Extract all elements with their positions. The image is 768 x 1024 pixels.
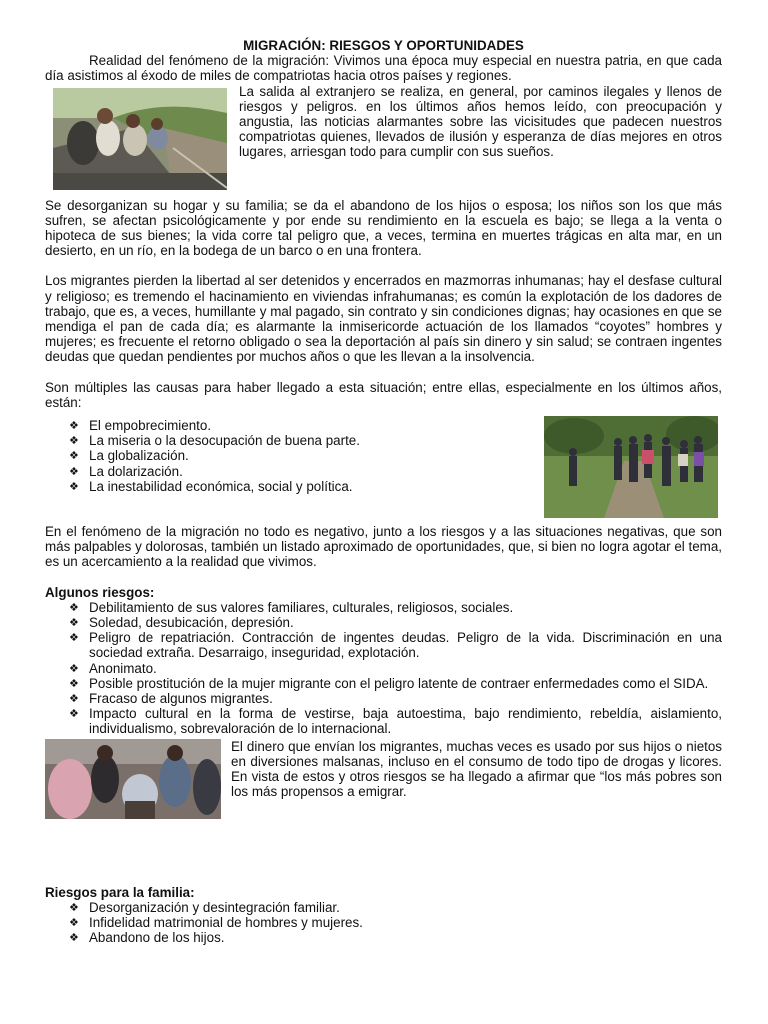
list-item: ❖ Soledad, desubicación, depresión.: [69, 615, 294, 631]
diamond-bullet-icon: ❖: [69, 692, 79, 706]
diamond-bullet-icon: ❖: [69, 616, 79, 630]
libertad-paragraph: Los migrantes pierden la libertad al ser detenidos y encerrados en mazmorras inhumanas; hay el desfase cultural y religioso; es tremendo el hacinamiento en viviendas infrahumanas; es común la explotación de los dadores de trabajo, que es, a veces, humillante y mal pagado, sin contrato y sin condiciones dignas; hay ocasiones en que se mendiga el pan de cada día; es alarmante la inmisericorde actuación de los llamados “coyotes” hombres y mujeres; es frecuente el retorno obligado o sea la deportación al país sin dinero y sin salud; se contraen ingentes deudas que quedan pendientes por muchos años o que les llevan a la insolvencia.: [45, 273, 722, 365]
list-item: ❖ La dolarización.: [69, 463, 183, 479]
diamond-bullet-icon: ❖: [69, 479, 79, 493]
document-title: MIGRACIÓN: RIESGOS Y OPORTUNIDADES: [243, 38, 524, 53]
photo-crowd-luggage: [45, 739, 221, 819]
list-item: ❖ Impacto cultural en la forma de vestirse, baja autoestima, bajo rendimiento, rebeldía, aislamiento, individualismo, sobrevaloración de lo internacional.: [69, 706, 722, 737]
causas-list: [45, 418, 722, 494]
diamond-bullet-icon: ❖: [69, 631, 79, 645]
diamond-bullet-icon: ❖: [69, 676, 79, 690]
fenomeno-paragraph: En el fenómeno de la migración no todo es negativo, junto a los riesgos y a las situaciones negativas, que son más palpables y dolorosas, también un listado aproximado de oportunidades, que, si bien no logra agotar el tema, es un acercamiento a la realidad que vivimos.: [45, 524, 722, 570]
list-item: ❖ La inestabilidad económica, social y política.: [69, 478, 353, 494]
list-item: ❖ Infidelidad matrimonial de hombres y mujeres.: [69, 915, 363, 931]
hogar-paragraph: Se desorganizan su hogar y su familia; se da el abandono de los hijos o esposa; los niños son los que más sufren, se afectan psicológicamente y por ende su rendimiento en la escuela es bajo; se llega a la venta o hipoteca de sus bienes; la vida corre tal peligro que, a veces, termina en muertes trágicas en alta mar, en un desierto, en un río, en la bodega de un barco o en una frontera.: [45, 197, 722, 259]
document-page: [45, 38, 722, 946]
diamond-bullet-icon: ❖: [69, 600, 79, 614]
diamond-bullet-icon: ❖: [69, 661, 79, 675]
diamond-bullet-icon: ❖: [69, 931, 79, 945]
list-item: ❖ Abandono de los hijos.: [69, 930, 225, 946]
familia-heading: Riesgos para la familia:: [45, 884, 195, 900]
list-item: ❖ Peligro de repatriación. Contracción de ingentes deudas. Peligro de la vida. Discriminación en una sociedad extraña. Desarraigo, inseguridad, explotación.: [69, 630, 722, 661]
diamond-bullet-icon: ❖: [69, 449, 79, 463]
diamond-bullet-icon: ❖: [69, 434, 79, 448]
riesgos-heading: Algunos riesgos:: [45, 584, 155, 600]
photo-train-migrants: [53, 88, 227, 190]
salida-paragraph: La salida al extranjero se realiza, en general, por caminos ilegales y llenos de riesgos y peligros. en los últimos años hemos leído, con preocupación y angustia, las noticias alarmantes sobre las vicisitudes que padecen nuestros compatriotas quienes, llevados de ilusión y esperanza de días mejores en otros lugares, arriesgan todo para cumplir con sus sueños.: [239, 83, 722, 160]
list-item: ❖ Desorganización y desintegración familiar.: [69, 899, 340, 915]
diamond-bullet-icon: ❖: [69, 419, 79, 433]
list-item: ❖ La globalización.: [69, 448, 189, 464]
intro-paragraph: Realidad del fenómeno de la migración: Vivimos una época muy especial en nuestra patria, en que cada día asistimos al éxodo de miles de compatriotas hacia otros países y regiones.: [45, 53, 722, 84]
list-item: ❖ Posible prostitución de la mujer migrante con el peligro latente de contraer enfermedades como el SIDA.: [69, 675, 709, 691]
causas-paragraph: Son múltiples las causas para haber llegado a esta situación; entre ellas, especialmente en los últimos años, están:: [45, 379, 722, 410]
dinero-paragraph: El dinero que envían los migrantes, muchas veces es usado por sus hijos o nietos en diversiones malsanas, incluso en el consumo de todo tipo de drogas y licores. En vista de estos y otros riesgos se ha llegado a afirmar que “los más pobres son los más propensos a emigrar.: [231, 738, 722, 800]
list-item: ❖ Anonimato.: [69, 660, 157, 676]
list-item: ❖ El empobrecimiento.: [69, 418, 212, 434]
list-item: ❖ Debilitamiento de sus valores familiares, culturales, religiosos, sociales.: [69, 599, 514, 615]
riesgos-list: [45, 600, 722, 737]
diamond-bullet-icon: ❖: [69, 916, 79, 930]
list-item: ❖ Fracaso de algunos migrantes.: [69, 691, 273, 707]
diamond-bullet-icon: ❖: [69, 900, 79, 914]
diamond-bullet-icon: ❖: [69, 707, 79, 721]
familia-list: [45, 900, 722, 946]
diamond-bullet-icon: ❖: [69, 464, 79, 478]
list-item: ❖ La miseria o la desocupación de buena parte.: [69, 433, 360, 449]
